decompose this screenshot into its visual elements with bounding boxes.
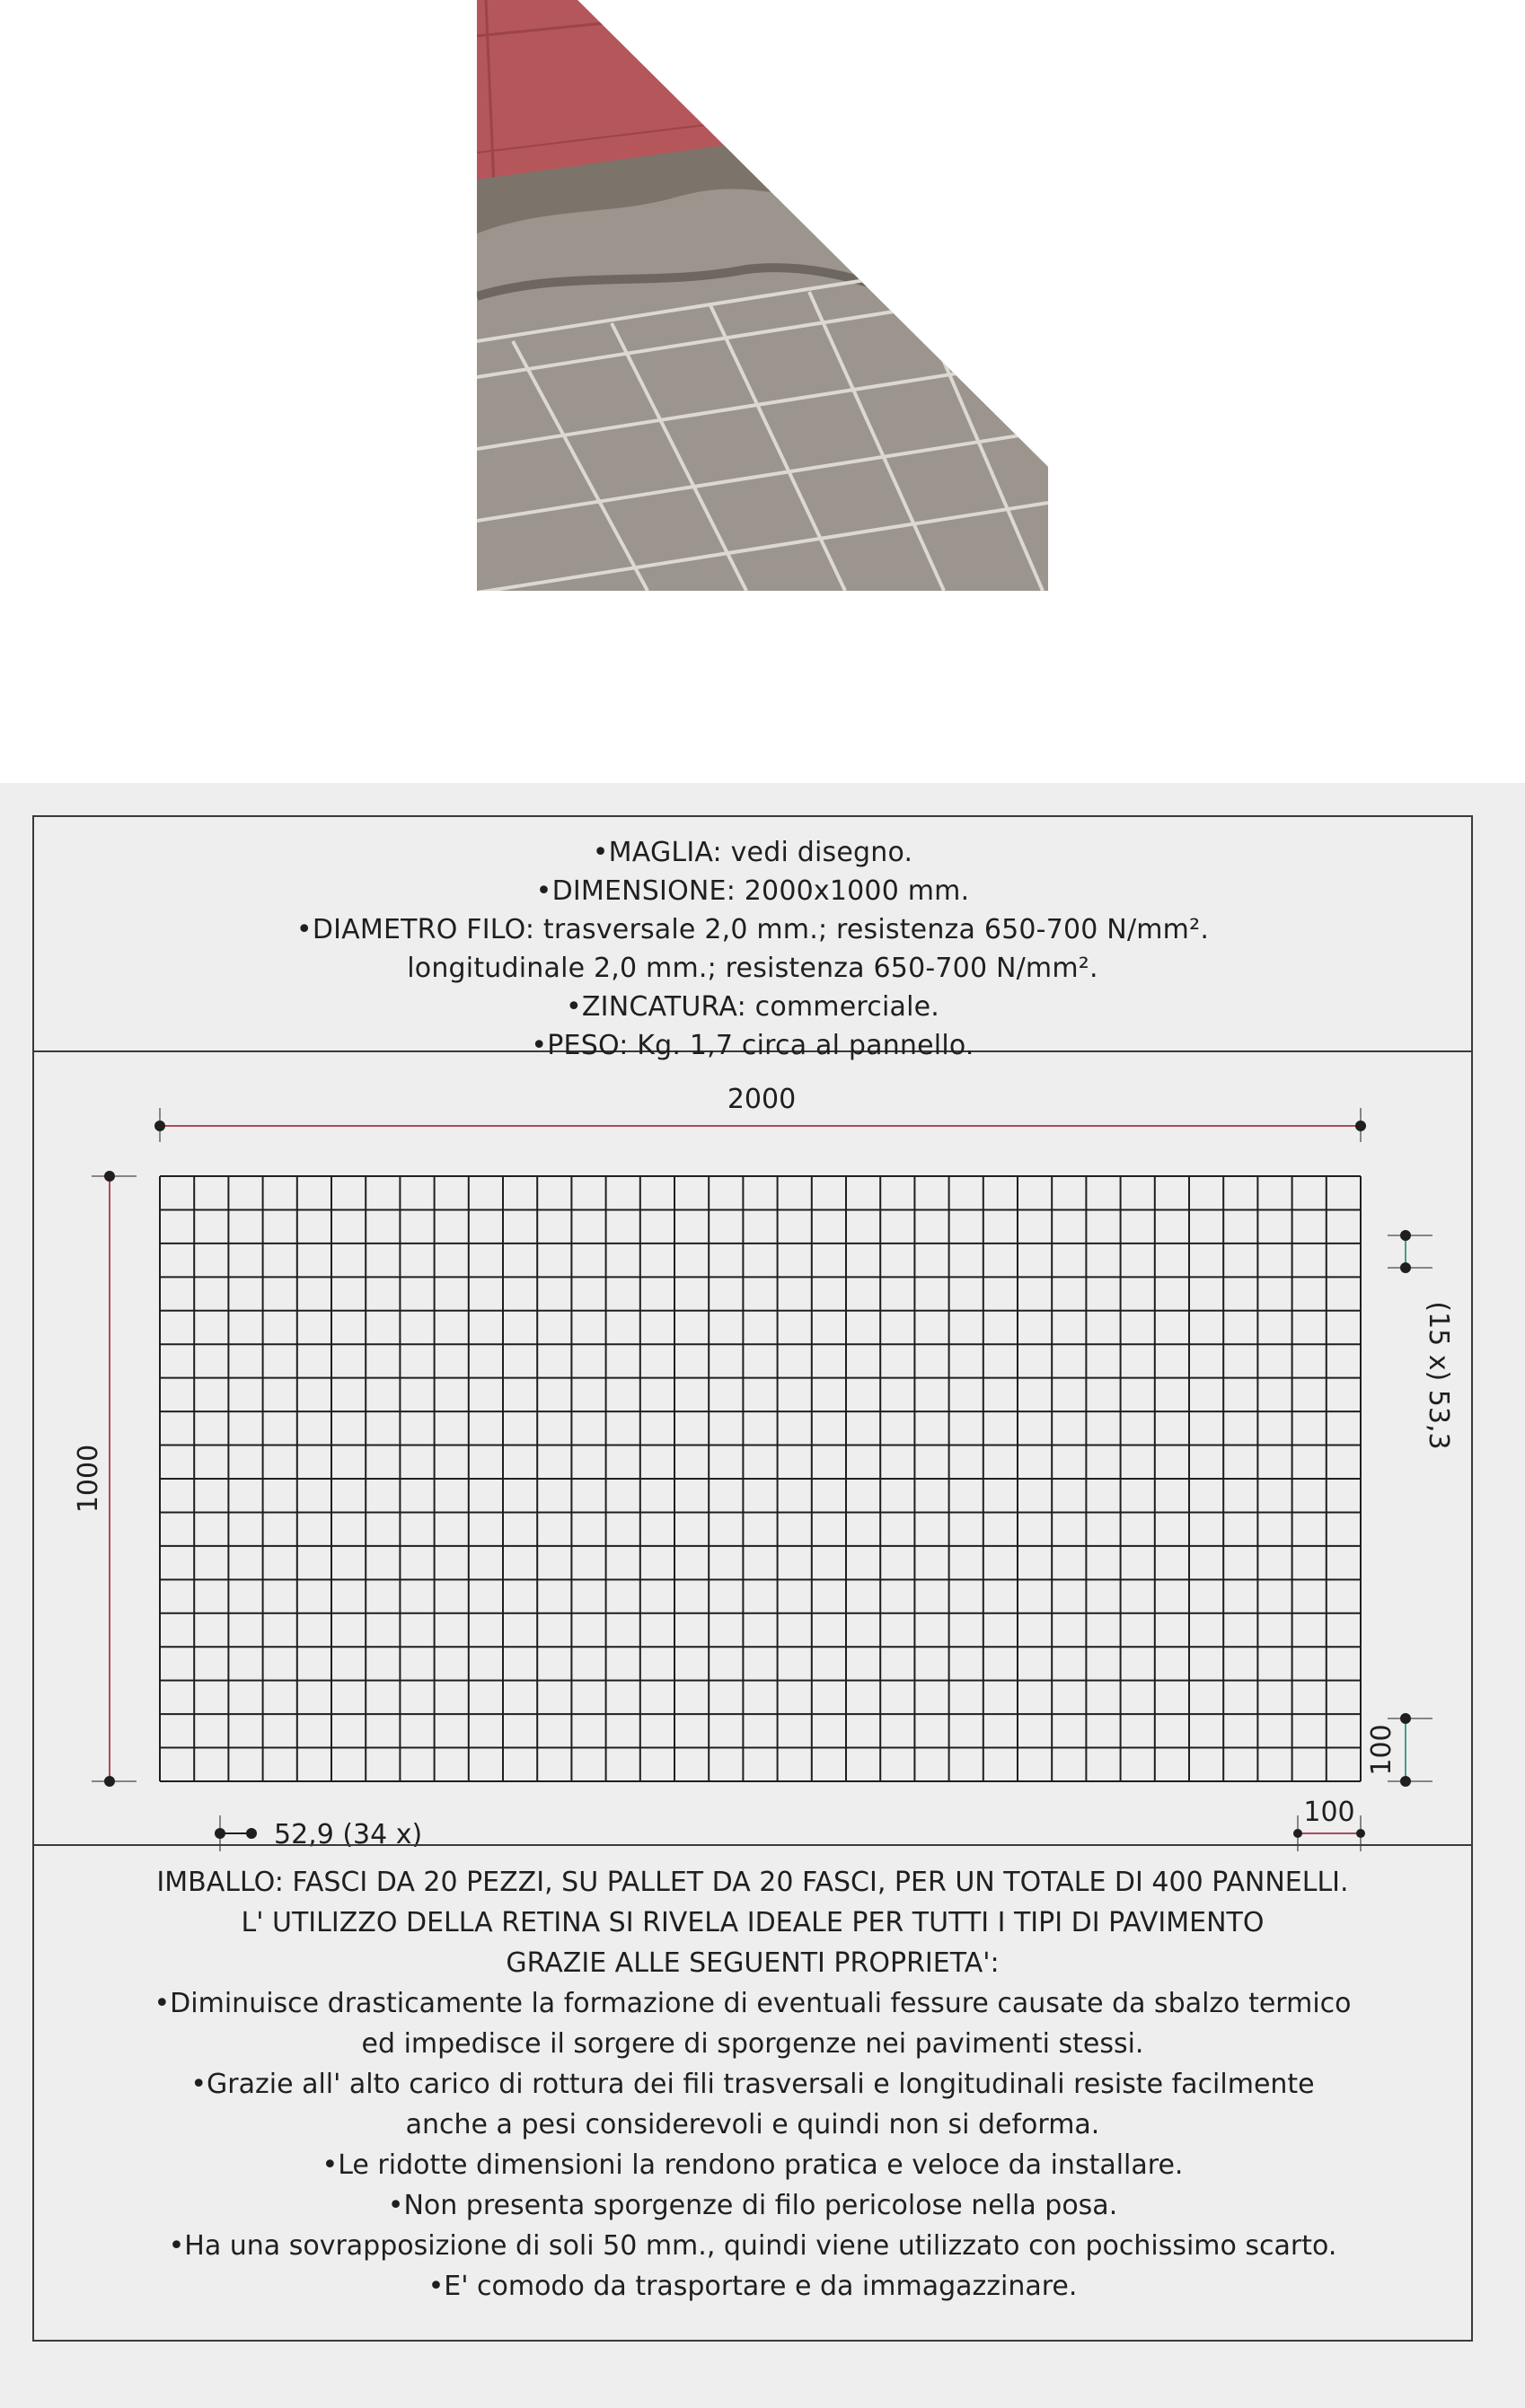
property-line: ed impedisce il sorgere di sporgenze nei pavimenti stessi. xyxy=(361,2028,1144,2060)
mesh-grid xyxy=(160,1176,1361,1781)
property-line: •Diminuisce drasticamente la formazione di eventuali fessure causate da sbalzo termico xyxy=(154,1988,1352,2019)
property-line: •Le ridotte dimensioni la rendono pratica e veloce da installare. xyxy=(322,2149,1184,2181)
floor-tiles xyxy=(477,0,854,233)
bottom-edge-label: 100 xyxy=(1303,1797,1355,1828)
properties-heading: GRAZIE ALLE SEGUENTI PROPRIETA': xyxy=(506,1947,1000,1979)
packaging-info-panel xyxy=(32,1844,1473,2342)
spec-galvanizing: •ZINCATURA: commerciale. xyxy=(566,991,939,1023)
property-line: •Grazie all' alto carico di rottura dei fili trasversali e longitudinali resiste facilmente xyxy=(190,2069,1315,2100)
spec-sheet xyxy=(0,783,1525,2408)
usage-line: L' UTILIZZO DELLA RETINA SI RIVELA IDEALE PER TUTTI I TIPI DI PAVIMENTO xyxy=(241,1907,1265,1938)
spec-wire-diameter: •DIAMETRO FILO: trasversale 2,0 mm.; resistenza 650-700 N/mm². xyxy=(295,914,1210,945)
product-photo xyxy=(477,0,1048,591)
right-edge-label: 100 xyxy=(1366,1724,1397,1776)
spec-wire-longitudinal: longitudinale 2,0 mm.; resistenza 650-700 N/mm². xyxy=(407,953,1098,984)
spec-mesh: •MAGLIA: vedi disegno. xyxy=(592,837,913,868)
property-line: anche a pesi considerevoli e quindi non si deforma. xyxy=(405,2109,1100,2140)
width-label: 2000 xyxy=(727,1084,797,1115)
spec-weight: •PESO: Kg. 1,7 circa al pannello. xyxy=(531,1030,974,1061)
height-label: 1000 xyxy=(73,1444,104,1514)
property-line: •Ha una sovrapposizione di soli 50 mm., quindi viene utilizzato con pochissimo scarto. xyxy=(168,2230,1337,2262)
property-line: •E' comodo da trasportare e da immagazzinare. xyxy=(428,2271,1078,2302)
horizontal-spacing-label: 52,9 (34 x) xyxy=(274,1819,423,1850)
spec-dimension: •DIMENSIONE: 2000x1000 mm. xyxy=(535,875,970,907)
vertical-spacing-label: (15 x) 53,3 xyxy=(1423,1301,1454,1450)
packaging-line: IMBALLO: FASCI DA 20 PEZZI, SU PALLET DA 20 FASCI, PER UN TOTALE DI 400 PANNELLI. xyxy=(156,1867,1349,1898)
property-line: •Non presenta sporgenze di filo pericolose nella posa. xyxy=(387,2190,1118,2221)
